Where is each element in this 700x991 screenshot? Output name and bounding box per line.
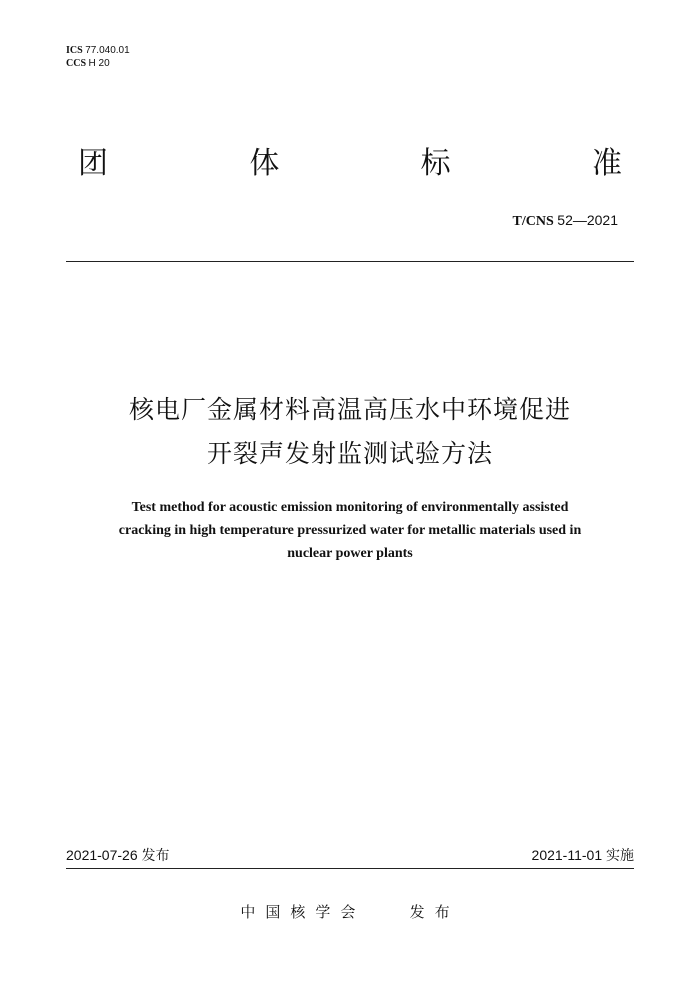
ccs-code: H 20 — [88, 58, 110, 69]
implement-date: 2021-11-01 实施 — [531, 847, 634, 863]
title-cn-line2: 开裂声发射监测试验方法 — [206, 439, 493, 468]
title-en-line2: cracking in high temperature pressurized water for metallic materials used in — [118, 523, 582, 538]
ics-label: ICS — [66, 45, 83, 56]
title-en-line3: nuclear power plants — [287, 546, 413, 561]
issue-date: 2021-07-26 发布 — [66, 847, 170, 863]
standard-type-heading — [78, 144, 622, 184]
standard-type-char: 团 — [78, 146, 108, 181]
standard-type-char: 体 — [249, 146, 280, 181]
classification-codes — [66, 44, 130, 70]
standard-type-char: 准 — [591, 146, 622, 181]
title-en-line1: Test method for acoustic emission monitoring of environmentally assisted — [131, 500, 569, 515]
issuer-name: 中国核学会 — [240, 903, 366, 921]
issuer — [150, 901, 550, 923]
issuer-action: 发布 — [409, 903, 460, 921]
footer-divider — [66, 868, 634, 869]
standard-number — [513, 210, 618, 232]
ics-line — [66, 44, 130, 57]
standard-type-char: 标 — [420, 146, 451, 181]
ccs-line — [66, 57, 130, 70]
title-cn-line1: 核电厂金属材料高温高压水中环境促进 — [128, 395, 571, 424]
ics-code: 77.040.01 — [85, 45, 130, 56]
ccs-label: CCS — [66, 58, 87, 69]
title-en — [60, 496, 640, 565]
standard-number-prefix: T/CNS — [512, 214, 554, 229]
header-divider — [66, 261, 634, 262]
standard-number-value: 52—2021 — [557, 212, 618, 228]
